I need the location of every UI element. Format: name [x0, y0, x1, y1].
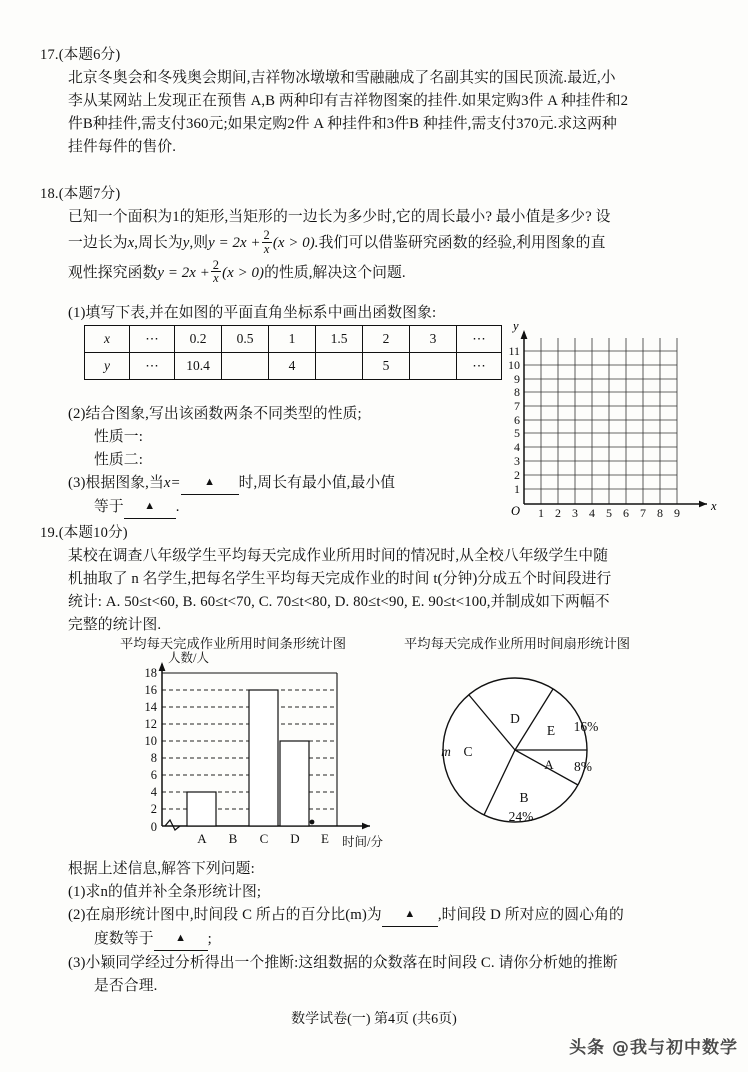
y-axis-arrow [521, 330, 528, 339]
svg-text:8: 8 [150, 751, 157, 765]
q18-l2-frac-denominator: x [262, 242, 272, 256]
bar-chart-svg [118, 650, 388, 855]
q18-l2-y: y [182, 234, 190, 251]
table-row [85, 326, 502, 353]
bar-chart-y-tick-labels [145, 666, 158, 834]
table-cell-x-0: ⋯ [130, 326, 175, 353]
question-17-number: 17. [40, 47, 59, 63]
table-cell-x-6: 3 [410, 326, 457, 353]
bar-E-marker-dot [310, 820, 315, 825]
table-cell-x-5: 2 [363, 326, 410, 353]
svg-text:4: 4 [514, 440, 520, 454]
pie-label-A: A [544, 757, 554, 772]
svg-text:8: 8 [657, 506, 663, 520]
question-19 [40, 522, 611, 637]
q18-l2-a: 一边长为 [68, 234, 128, 251]
svg-text:E: E [321, 831, 329, 846]
question-18-table-wrapper [84, 325, 502, 380]
question-18-part-2 [68, 403, 395, 520]
pie-label-E: E [546, 723, 556, 738]
pie-value-B: 24% [508, 809, 534, 824]
table-cell-y-7: ⋯ [457, 353, 502, 380]
svg-text:12: 12 [144, 717, 157, 731]
svg-text:B: B [228, 831, 238, 846]
svg-text:1: 1 [514, 482, 520, 496]
function-value-table [84, 325, 502, 380]
q18-l2-frac-numerator: 2 [263, 227, 270, 242]
pie-label-D: D [510, 711, 520, 726]
question-18-line-3 [68, 259, 611, 289]
grid-lines [524, 338, 677, 504]
question-19-header [40, 522, 611, 545]
q18-p3-c: 等于 [94, 498, 124, 515]
bar-chart-x-axis-label: 时间/分 [342, 835, 383, 849]
svg-text:5: 5 [606, 506, 612, 520]
question-19-part-2-cont [94, 928, 624, 952]
q18-l3-b: 的性质,解决这个问题. [264, 264, 406, 281]
svg-text:0: 0 [150, 820, 157, 834]
svg-text:11: 11 [508, 344, 520, 358]
axis-break-icon [165, 820, 180, 830]
bar-y-axis-arrow [159, 662, 166, 671]
grid-x-axis-label: x [711, 499, 717, 513]
pie-chart [420, 655, 650, 845]
q18-p3-a: (3)根据图象,当 [68, 474, 164, 491]
pie-value-A: 8% [574, 759, 592, 774]
q18-l2-cond: (x > 0). [272, 234, 319, 251]
svg-text:D: D [290, 831, 300, 846]
table-cell-x-7: ⋯ [457, 326, 502, 353]
svg-text:2: 2 [555, 506, 561, 520]
question-18-line-2 [68, 229, 611, 259]
q18-p3-x: x= [163, 474, 181, 491]
q18-l2-x: x [127, 234, 135, 251]
question-18-part-3-cont [94, 496, 395, 520]
question-17-line-1: 北京冬奥会和冬残奥会期间,吉祥物冰墩墩和雪融融成了名副其实的国民顶流.最近,小 [68, 69, 616, 86]
triangle-icon: ▲ [175, 931, 187, 944]
q19-p2-c: 度数等于 [94, 930, 154, 947]
axes [524, 332, 707, 504]
bar-chart [118, 650, 388, 855]
watermark: 头条 @我与初中数学 [569, 1038, 738, 1058]
grid-y-axis-label: y [513, 319, 519, 333]
table-cell-x-4: 1.5 [316, 326, 363, 353]
svg-text:8: 8 [514, 385, 520, 399]
q18-l2-fraction [262, 229, 272, 256]
svg-text:6: 6 [150, 768, 157, 782]
grid-origin-label: O [511, 504, 521, 518]
q18-l3-frac-denominator: x [211, 271, 221, 285]
svg-text:2: 2 [514, 468, 520, 482]
question-18-part-2-text: (2)结合图象,写出该函数两条不同类型的性质; [68, 406, 362, 422]
grid-y-tick-labels [508, 344, 520, 496]
table-cell-y-1: 10.4 [175, 353, 222, 380]
x-axis-arrow [699, 501, 707, 508]
table-cell-y-2[interactable] [222, 353, 269, 380]
coordinate-grid-svg [495, 298, 720, 523]
svg-text:9: 9 [514, 372, 520, 386]
question-17-line-2: 李从某网站上发现正在预售 A,B 两种印有吉祥物图案的挂件.如果定购3件 A 种挂件和2 [68, 92, 629, 109]
q18-p3-b: 时,周长有最小值,最小值 [238, 474, 396, 491]
q19-p2-end: ; [207, 930, 212, 947]
question-19-line-1: 某校在调查八年级学生平均每天完成作业所用时间的情况时,从全校八年级学生中随 [68, 547, 609, 564]
bar-C [249, 690, 278, 826]
question-18-part-3 [68, 472, 395, 496]
table-cell-x-label: x [85, 326, 130, 353]
bar-chart-title: 平均每天完成作业所用时间条形统计图 [120, 636, 347, 651]
table-cell-y-3: 4 [269, 353, 316, 380]
pie-value-C: m [441, 744, 451, 759]
q18-l3-cond: (x > 0) [222, 264, 265, 281]
question-18-number: 18. [40, 186, 59, 202]
answer-blank-x[interactable] [181, 471, 239, 495]
question-19-number: 19. [40, 525, 59, 541]
svg-text:14: 14 [144, 700, 157, 714]
q19-p2-a: (2)在扇形统计图中,时间段 C 所占的百分比(m)为 [68, 906, 382, 923]
bar-chart-y-axis-label: 人数/人 [168, 651, 209, 665]
question-17-line-4: 挂件每件的售价. [68, 138, 177, 155]
question-19-subparts [68, 858, 624, 998]
page-footer: 数学试卷(一) 第4页 (共6页) [291, 1012, 457, 1027]
coordinate-grid-figure [495, 298, 720, 523]
table-row [85, 353, 502, 380]
grid-x-tick-labels [538, 506, 680, 520]
svg-text:16: 16 [144, 683, 157, 697]
question-19-line-3: 统计: A. 50≤t<60, B. 60≤t<70, C. 70≤t<80, D. 80≤t<90, E. 90≤t<100,并制成如下两幅不 [68, 593, 610, 610]
svg-text:4: 4 [150, 785, 157, 799]
svg-text:18: 18 [144, 666, 157, 680]
question-19-line-2: 机抽取了 n 名学生,把每名学生平均每天完成作业的时间 t(分钟)分成五个时间段进行 [68, 570, 612, 587]
question-18-line-1: 已知一个面积为1的矩形,当矩形的一边长为多少时,它的周长最小? 最小值是多少? 设 [68, 208, 611, 225]
question-17-points: (本题6分) [58, 47, 121, 63]
table-cell-y-label: y [85, 353, 130, 380]
q18-l2-eq: y = 2x + [208, 234, 261, 251]
answer-blank-central-angle[interactable] [154, 927, 208, 951]
q18-l2-b: ,周长为 [134, 234, 183, 251]
table-cell-x-3: 1 [269, 326, 316, 353]
svg-text:1: 1 [538, 506, 544, 520]
question-18 [40, 183, 611, 288]
pie-label-B: B [519, 790, 529, 805]
svg-text:9: 9 [674, 506, 680, 520]
pie-chart-title: 平均每天完成作业所用时间扇形统计图 [404, 636, 631, 651]
q18-l3-a: 观性探究函数 [68, 264, 158, 281]
svg-text:7: 7 [640, 506, 646, 520]
table-cell-x-1: 0.2 [175, 326, 222, 353]
question-18-points: (本题7分) [58, 186, 121, 202]
svg-text:3: 3 [572, 506, 578, 520]
svg-text:10: 10 [144, 734, 157, 748]
question-18-header [40, 183, 611, 206]
svg-text:6: 6 [623, 506, 629, 520]
svg-text:6: 6 [514, 413, 520, 427]
q18-l2-c: ,则 [189, 234, 209, 251]
q18-l3-fraction [211, 259, 221, 286]
triangle-icon: ▲ [204, 475, 216, 488]
table-cell-x-2: 0.5 [222, 326, 269, 353]
bar-D [280, 741, 309, 826]
triangle-icon: ▲ [144, 499, 156, 512]
bar-x-axis-arrow [362, 823, 370, 830]
table-cell-y-5: 5 [363, 353, 410, 380]
question-18-property-2: 性质二: [94, 451, 143, 468]
q18-l2-d: 我们可以借鉴研究函数的经验,利用图象的直 [318, 234, 606, 251]
pie-chart-svg [420, 655, 650, 845]
answer-blank-min-value[interactable] [124, 495, 176, 519]
pie-value-E: 16% [573, 719, 599, 734]
svg-text:2: 2 [150, 802, 157, 816]
question-17-line-3: 件B种挂件,需支付360元;如果定购2件 A 种挂件和3件B 种挂件,需支付370元.求这两种 [68, 115, 617, 132]
bar-A [187, 792, 216, 826]
table-cell-y-6[interactable] [410, 353, 457, 380]
pie-label-C: C [463, 744, 473, 759]
q18-l3-frac-numerator: 2 [212, 257, 220, 272]
q18-p3-end: . [175, 498, 180, 515]
bar-chart-x-tick-labels [197, 831, 329, 846]
question-19-part-2 [68, 904, 624, 928]
question-19-line-4: 完整的统计图. [68, 616, 162, 633]
question-18-part-1-text: (1)填写下表,并在如图的平面直角坐标系中画出函数图象: [68, 305, 437, 321]
svg-text:A: A [197, 831, 207, 846]
question-19-part-3: (3)小颖同学经过分析得出一个推断:这组数据的众数落在时间段 C. 请你分析她的推断 [68, 954, 618, 971]
svg-text:3: 3 [514, 454, 520, 468]
question-19-points: (本题10分) [58, 525, 128, 541]
question-19-prompt: 根据上述信息,解答下列问题: [68, 861, 255, 877]
svg-text:4: 4 [589, 506, 595, 520]
q19-p2-b: ,时间段 D 所对应的圆心角的 [437, 906, 624, 923]
question-17-header [40, 44, 628, 67]
svg-text:10: 10 [508, 358, 520, 372]
question-19-part-3-cont: 是否合理. [94, 977, 158, 994]
svg-text:7: 7 [514, 399, 520, 413]
table-cell-y-0: ⋯ [130, 353, 175, 380]
q18-l3-eq: y = 2x + [157, 264, 210, 281]
table-cell-y-4[interactable] [316, 353, 363, 380]
svg-text:C: C [259, 831, 269, 846]
svg-text:5: 5 [514, 426, 520, 440]
question-19-part-1: (1)求n的值并补全条形统计图; [68, 883, 262, 900]
answer-blank-percent-m[interactable] [382, 903, 438, 927]
question-17 [40, 44, 628, 159]
triangle-icon: ▲ [404, 907, 416, 920]
question-18-part-1 [68, 302, 436, 325]
question-18-property-1: 性质一: [94, 428, 143, 445]
